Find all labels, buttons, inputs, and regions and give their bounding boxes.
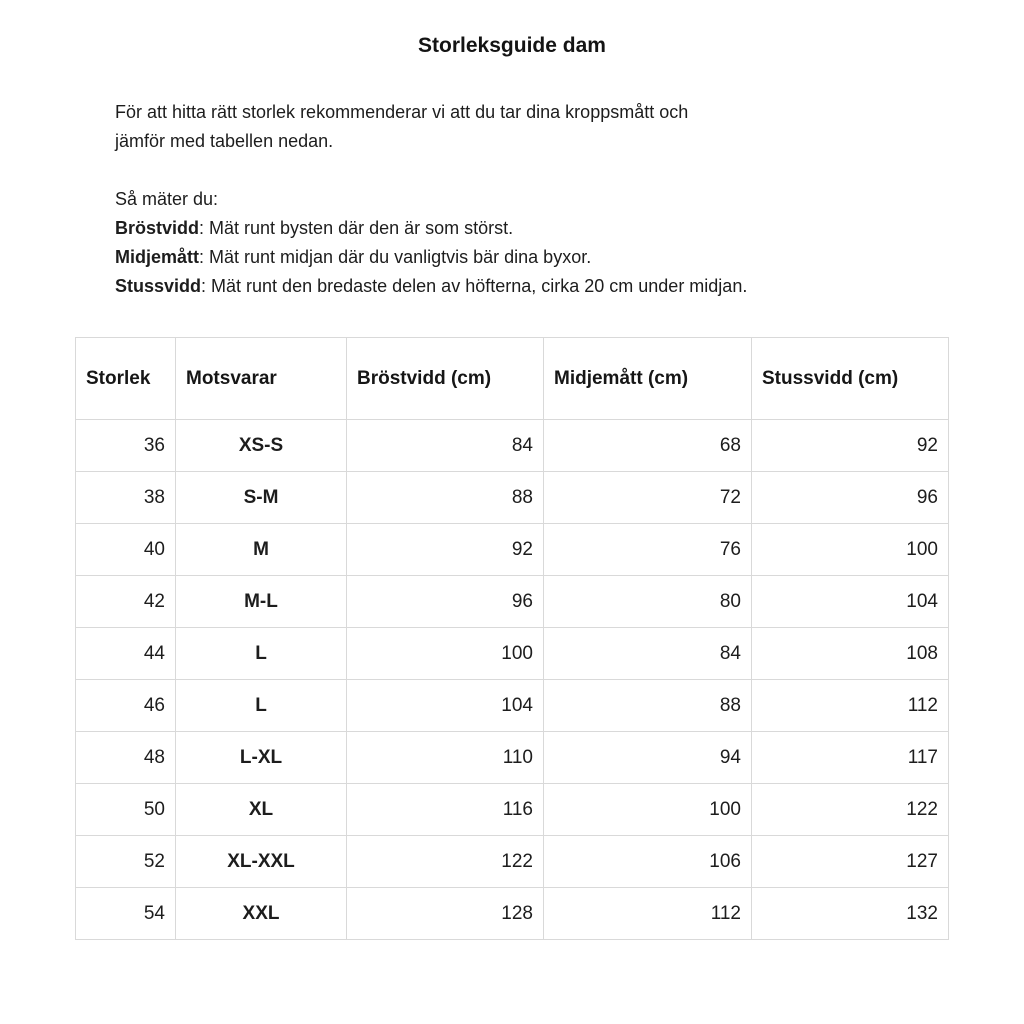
cell-brostvidd: 110 [347,732,544,784]
cell-midjematt: 72 [544,472,752,524]
measure-heading: Så mäter du: [115,189,219,209]
cell-brostvidd: 84 [347,420,544,472]
measure-text: : Mät runt den bredaste delen av höfterna, cirka 20 cm under midjan. [201,276,748,296]
table-row [76,524,949,576]
cell-stussvidd: 108 [752,628,949,680]
table-row [76,888,949,940]
measure-term: Bröstvidd [115,218,200,238]
cell-storlek: 42 [76,576,176,628]
cell-stussvidd: 100 [752,524,949,576]
cell-motsvarar: L-XL [176,732,347,784]
measure-term: Stussvidd [115,276,202,296]
cell-midjematt: 84 [544,628,752,680]
cell-brostvidd: 88 [347,472,544,524]
cell-motsvarar: XXL [176,888,347,940]
table-row [76,420,949,472]
cell-motsvarar: M-L [176,576,347,628]
cell-motsvarar: M [176,524,347,576]
measure-instructions [115,185,944,301]
cell-storlek: 44 [76,628,176,680]
measure-item-stussvidd [115,272,944,301]
table-row [76,576,949,628]
cell-storlek: 54 [76,888,176,940]
cell-motsvarar: XL-XXL [176,836,347,888]
cell-storlek: 52 [76,836,176,888]
cell-storlek: 36 [76,420,176,472]
header-cell-midjematt: Midjemått (cm) [544,338,752,420]
cell-stussvidd: 104 [752,576,949,628]
header-cell-stussvidd: Stussvidd (cm) [752,338,949,420]
cell-brostvidd: 96 [347,576,544,628]
table-row [76,732,949,784]
cell-stussvidd: 112 [752,680,949,732]
cell-storlek: 48 [76,732,176,784]
cell-midjematt: 88 [544,680,752,732]
measure-item-midjematt [115,243,944,272]
intro-paragraph [115,98,944,156]
cell-stussvidd: 96 [752,472,949,524]
cell-storlek: 46 [76,680,176,732]
cell-stussvidd: 117 [752,732,949,784]
cell-motsvarar: L [176,680,347,732]
table-row [76,680,949,732]
guide-text [115,98,944,301]
table-row [76,784,949,836]
intro-line-1: För att hitta rätt storlek rekommenderar vi att du tar dina kroppsmått och [115,102,689,122]
cell-stussvidd: 127 [752,836,949,888]
cell-storlek: 40 [76,524,176,576]
cell-storlek: 50 [76,784,176,836]
cell-motsvarar: L [176,628,347,680]
measure-text: : Mät runt midjan där du vanligtvis bär dina byxor. [199,247,592,267]
cell-brostvidd: 104 [347,680,544,732]
intro-line-2: jämför med tabellen nedan. [115,131,334,151]
cell-motsvarar: XS-S [176,420,347,472]
cell-midjematt: 68 [544,420,752,472]
measure-item-brostvidd [115,214,944,243]
cell-brostvidd: 116 [347,784,544,836]
header-cell-motsvarar: Motsvarar [176,338,347,420]
size-table [75,337,949,940]
cell-stussvidd: 122 [752,784,949,836]
header-cell-brostvidd: Bröstvidd (cm) [347,338,544,420]
cell-midjematt: 80 [544,576,752,628]
cell-motsvarar: XL [176,784,347,836]
header-cell-storlek: Storlek [76,338,176,420]
cell-brostvidd: 100 [347,628,544,680]
table-row [76,628,949,680]
cell-midjematt: 100 [544,784,752,836]
cell-midjematt: 94 [544,732,752,784]
cell-midjematt: 76 [544,524,752,576]
cell-midjematt: 106 [544,836,752,888]
measure-term: Midjemått [115,247,200,267]
cell-brostvidd: 122 [347,836,544,888]
cell-brostvidd: 128 [347,888,544,940]
cell-brostvidd: 92 [347,524,544,576]
table-row [76,836,949,888]
cell-midjematt: 112 [544,888,752,940]
table-header-row [76,338,949,420]
page-title: Storleksguide dam [418,34,606,57]
cell-stussvidd: 92 [752,420,949,472]
table-row [76,472,949,524]
cell-motsvarar: S-M [176,472,347,524]
measure-text: : Mät runt bysten där den är som störst. [199,218,514,238]
cell-storlek: 38 [76,472,176,524]
cell-stussvidd: 132 [752,888,949,940]
